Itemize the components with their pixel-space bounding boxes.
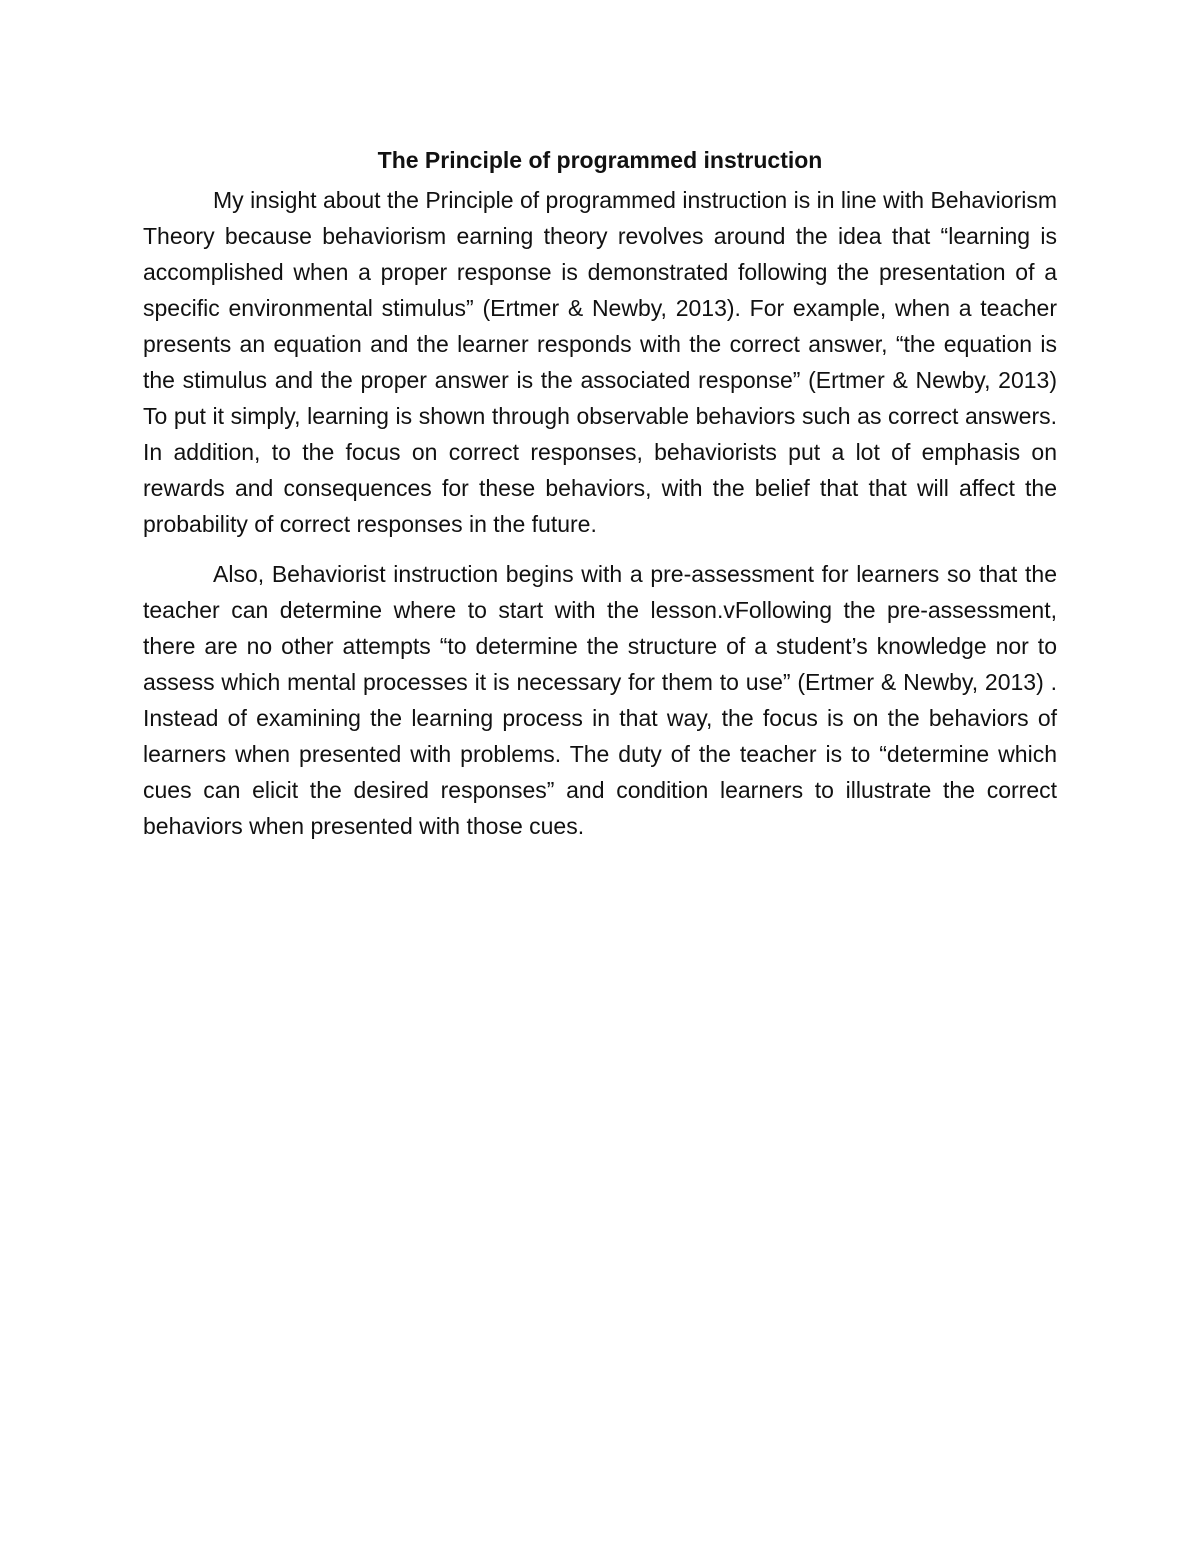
paragraph-2: Also, Behaviorist instruction begins with a pre-assessment for learners so that the teacher can determine where to start with the lesson.vFollowing the pre-assessment, there are no other attempts “to determine the structure of a student’s knowledge nor to assess which mental processes it is necessary for them to use” (Ertmer & Newby, 2013) . Instead of examining the learning process in that way, the focus is on the behaviors of learners when presented with problems. The duty of the teacher is to “determine which cues can elicit the desired responses” and condition learners to illustrate the correct behaviors when presented with those cues. bbox=[143, 561, 1057, 839]
document-body bbox=[143, 142, 1057, 858]
paragraph-1: My insight about the Principle of programmed instruction is in line with Behaviorism Theory because behaviorism earning theory revolves around the idea that “learning is accomplished when a proper response is demonstrated following the presentation of a specific environmental stimulus” (Ertmer & Newby, 2013). For example, when a teacher presents an equation and the learner responds with the correct answer, “the equation is the stimulus and the proper answer is the associated response” (Ertmer & Newby, 2013) To put it simply, learning is shown through observable behaviors such as correct answers. In addition, to the focus on correct responses, behaviorists put a lot of emphasis on rewards and consequences for these behaviors, with the belief that that will affect the probability of correct responses in the future. bbox=[143, 187, 1057, 537]
document-title: The Principle of programmed instruction bbox=[377, 147, 823, 173]
